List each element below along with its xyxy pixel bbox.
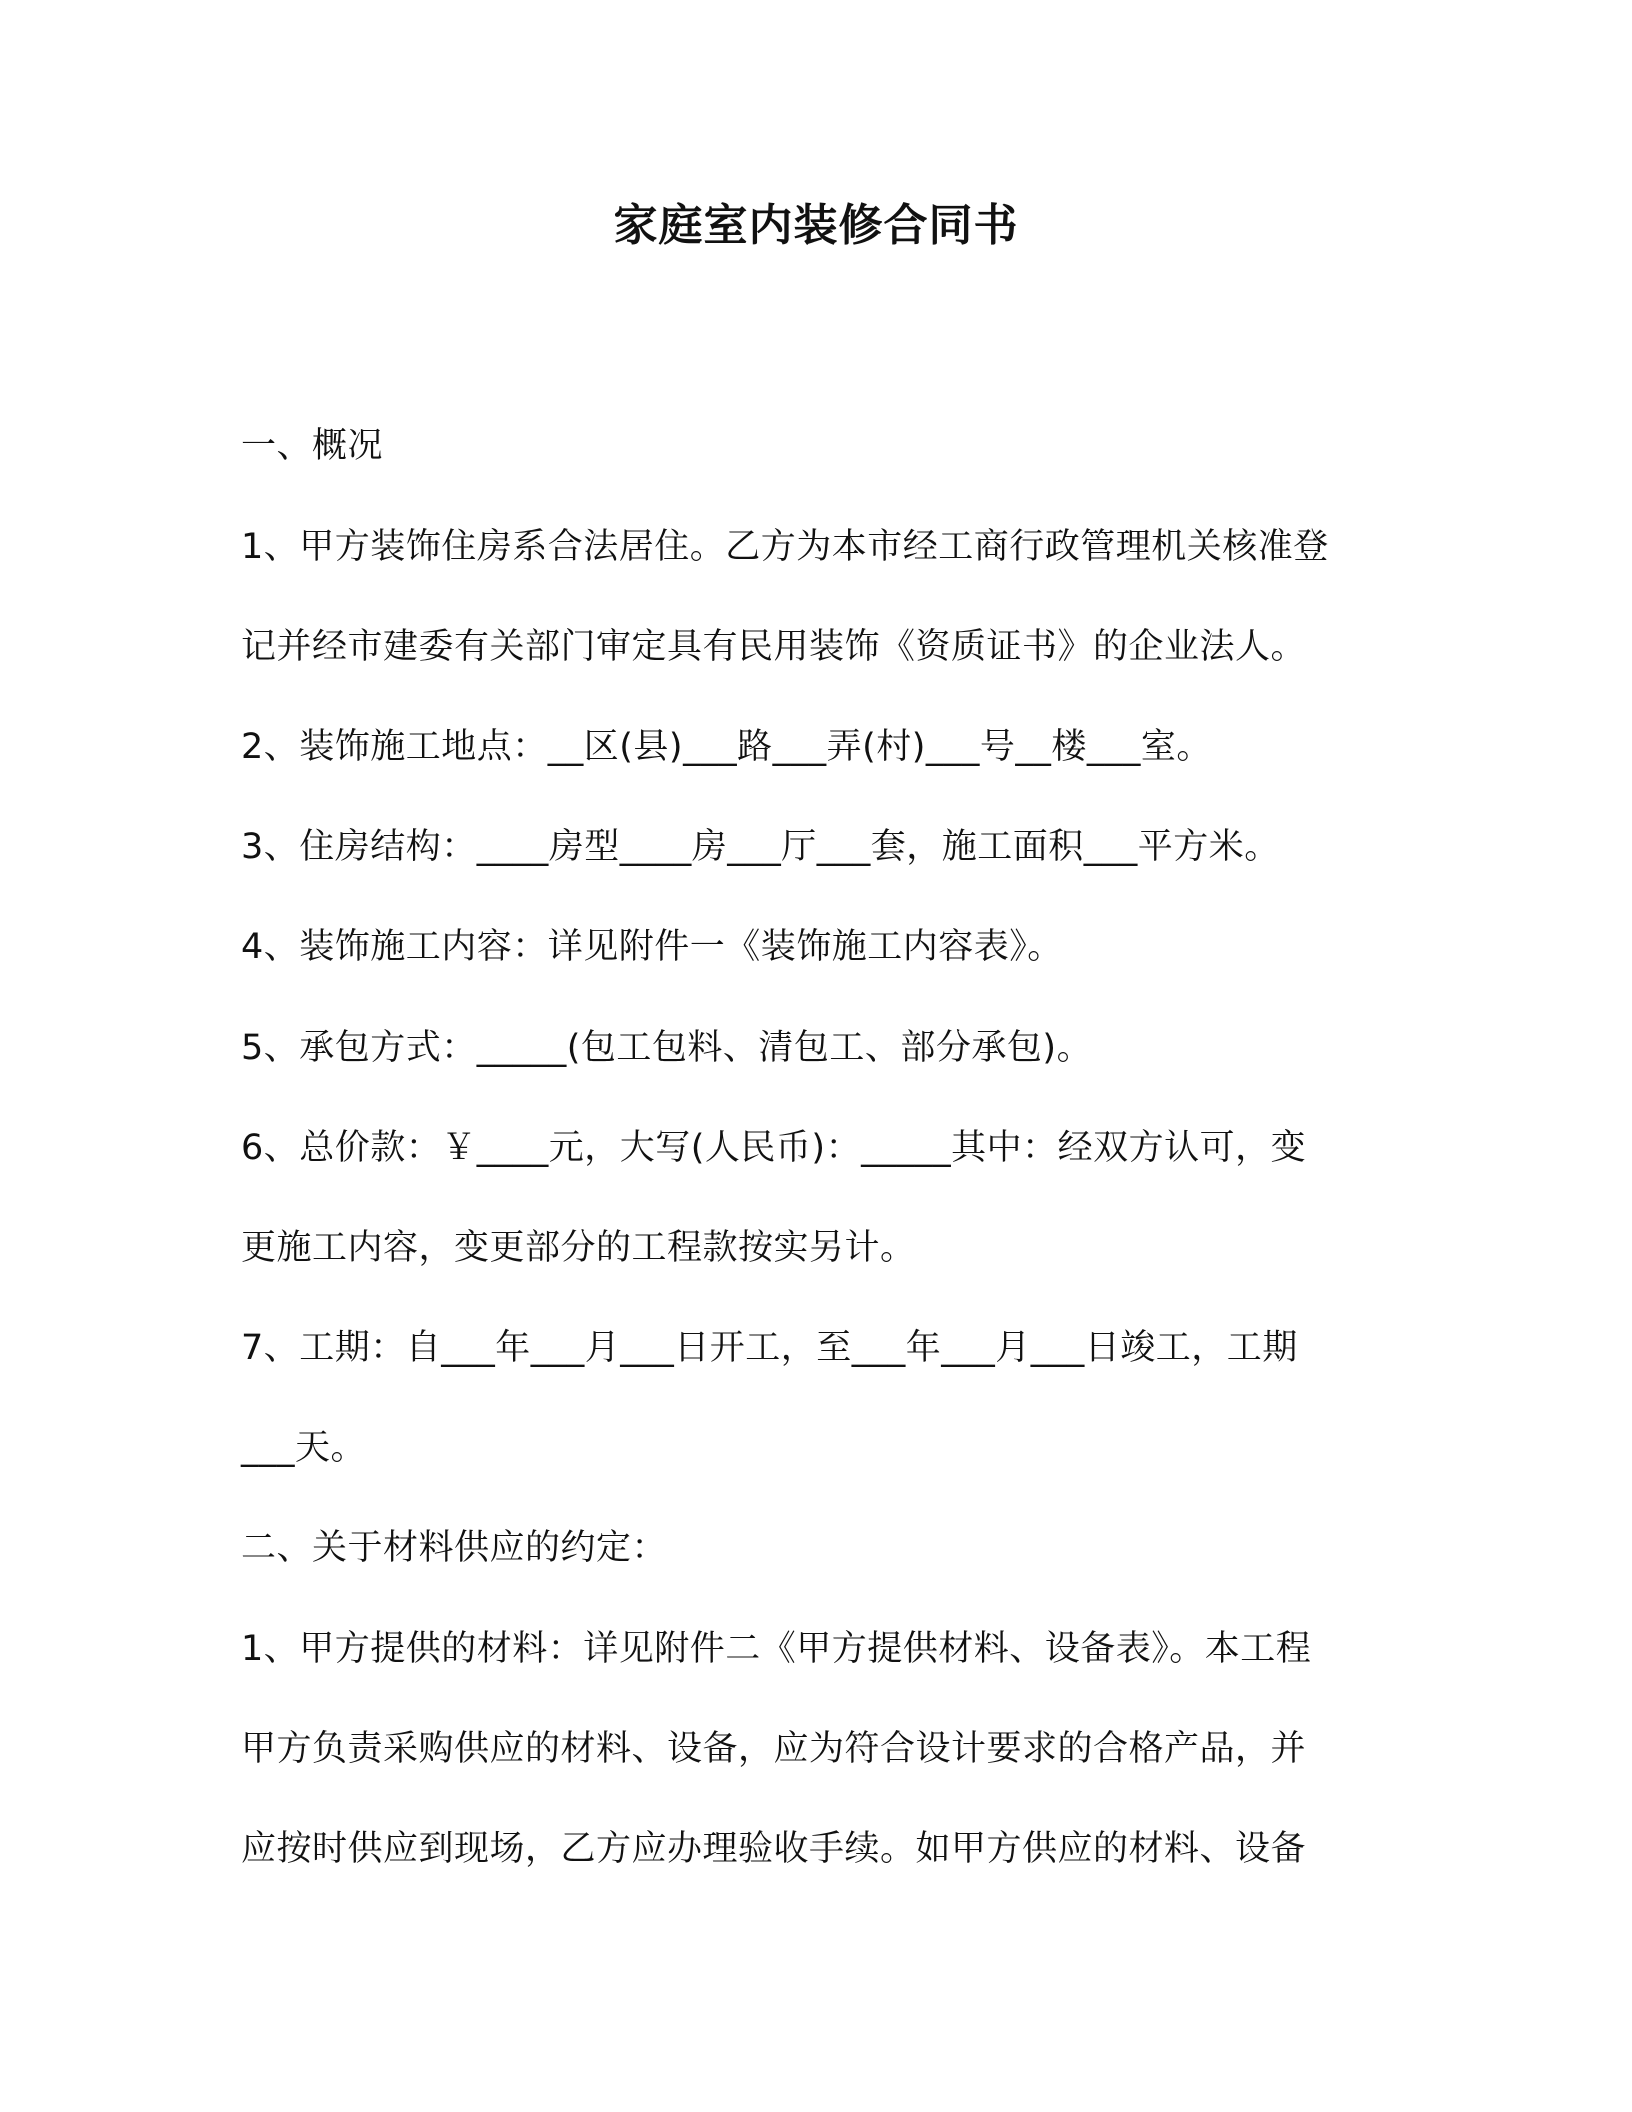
paragraph-line: 应按时供应到现场，乙方应办理验收手续。如甲方供应的材料、设备 bbox=[241, 1829, 1307, 1869]
paragraph-line: 甲方负责采购供应的材料、设备，应为符合设计要求的合格产品，并 bbox=[241, 1729, 1307, 1769]
paragraph-line: 更施工内容，变更部分的工程款按实另计。 bbox=[241, 1228, 916, 1268]
section-heading-overview: 一、概况 bbox=[241, 426, 384, 466]
paragraph-line: 记并经市建委有关部门审定具有民用装饰《资质证书》的企业法人。 bbox=[241, 627, 1307, 667]
paragraph-line: 2、装饰施工地点：__区(县)___路___弄(村)___号__楼___室。 bbox=[241, 727, 1212, 767]
paragraph-line: 4、装饰施工内容：详见附件一《装饰施工内容表》。 bbox=[241, 927, 1063, 967]
paragraph-line: ___天。 bbox=[241, 1428, 367, 1468]
paragraph-line: 1、甲方装饰住房系合法居住。乙方为本市经工商行政管理机关核准登 bbox=[241, 527, 1329, 567]
paragraph-line: 5、承包方式：_____(包工包料、清包工、部分承包)。 bbox=[241, 1028, 1093, 1068]
paragraph-line: 6、总价款：￥____元，大写(人民币)：_____其中：经双方认可，变 bbox=[241, 1128, 1307, 1168]
paragraph-line: 1、甲方提供的材料：详见附件二《甲方提供材料、设备表》。本工程 bbox=[241, 1629, 1312, 1669]
section-heading-materials: 二、关于材料供应的约定： bbox=[241, 1528, 668, 1568]
document-title: 家庭室内装修合同书 bbox=[613, 200, 1019, 251]
paragraph-line: 7、工期：自___年___月___日开工，至___年___月___日竣工，工期 bbox=[241, 1328, 1298, 1368]
paragraph-line: 3、住房结构：____房型____房___厅___套，施工面积___平方米。 bbox=[241, 827, 1280, 867]
